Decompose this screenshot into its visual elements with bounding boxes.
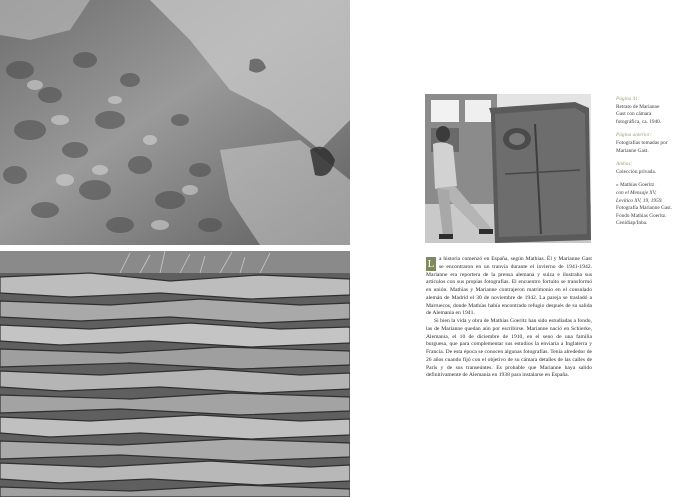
- caption-line: Fotografía Marianne Gast.: [616, 205, 673, 212]
- right-page: [350, 0, 700, 497]
- paragraph-1-text: a historia comenzó en España, según Mathías. Él y Marianne Gast se encontraron en un tranvía durante el invierno de 1941-1942. Marianne era reportera de la prensa alemana y suiza e ilustraba sus artículos con sus propias fotografías. El encuentro fortuito se transformó en unión. Mathías y Marianne contrajeron matrimonio en el consulado alemán de Madrid el 30 de noviembre de 1942. La pareja se trasladó a Marruecos, donde Mathías había encontrado refugio después de su salida de Alemania en 1941.: [426, 256, 592, 317]
- portrait-photo: [425, 94, 591, 243]
- caption-previous-page: [616, 132, 696, 155]
- caption-label: Página anterior:: [616, 132, 652, 139]
- caption-line: Fotografías tomadas por: [616, 139, 668, 146]
- caption-archive: [616, 161, 696, 176]
- caption-line: Marianne Gast.: [616, 147, 649, 154]
- caption-line: Levítico XV, 19, 1959.: [616, 197, 663, 204]
- caption-line: Gast con cámara: [616, 111, 652, 118]
- caption-line: Cenidiap/Inba.: [616, 220, 648, 227]
- paragraph-2: Si bien la vida y obra de Mathías Goeritz han sido estudiadas a fondo, las de Marianne quedan aún por escribirse. Marianne nació en Schierke, Alemania, el 10 de diciembre de 1910, en el seno de una familia burguesa, que para complementar sus estudios la enviaría a Inglaterra y Francia. De esta época se conocen algunas fotografías. Tenía alrededor de 26 años cuando fijó con el objetivo de su cámara detalles de las calles de París y de sus transeúntes. Es probable que Marianne haya salido definitivamente de Alemania en 1938 para instalarse en España.: [426, 318, 592, 379]
- caption-line: Retrato de Marianne: [616, 103, 660, 110]
- stone-wall-photo: [0, 0, 350, 245]
- caption-goeritz: [616, 182, 696, 228]
- caption-current-page: [616, 96, 696, 126]
- caption-line: Colección privada.: [616, 168, 657, 175]
- paragraph-1: [426, 256, 592, 318]
- caption-label: Ambas:: [616, 161, 633, 168]
- caption-line: Fondo Mathias Goeritz.: [616, 212, 667, 219]
- caption-label: Página 41:: [616, 96, 640, 102]
- photo-captions: [616, 96, 696, 234]
- caption-line: con el Mensaje XV,: [616, 189, 657, 196]
- drop-cap: L: [427, 258, 435, 270]
- caption-line: fotográfica, ca. 1940.: [616, 118, 662, 125]
- article-body: [426, 256, 592, 380]
- stacked-slate-photo: [0, 251, 350, 497]
- caption-line: » Mathías Goeritz: [616, 182, 655, 189]
